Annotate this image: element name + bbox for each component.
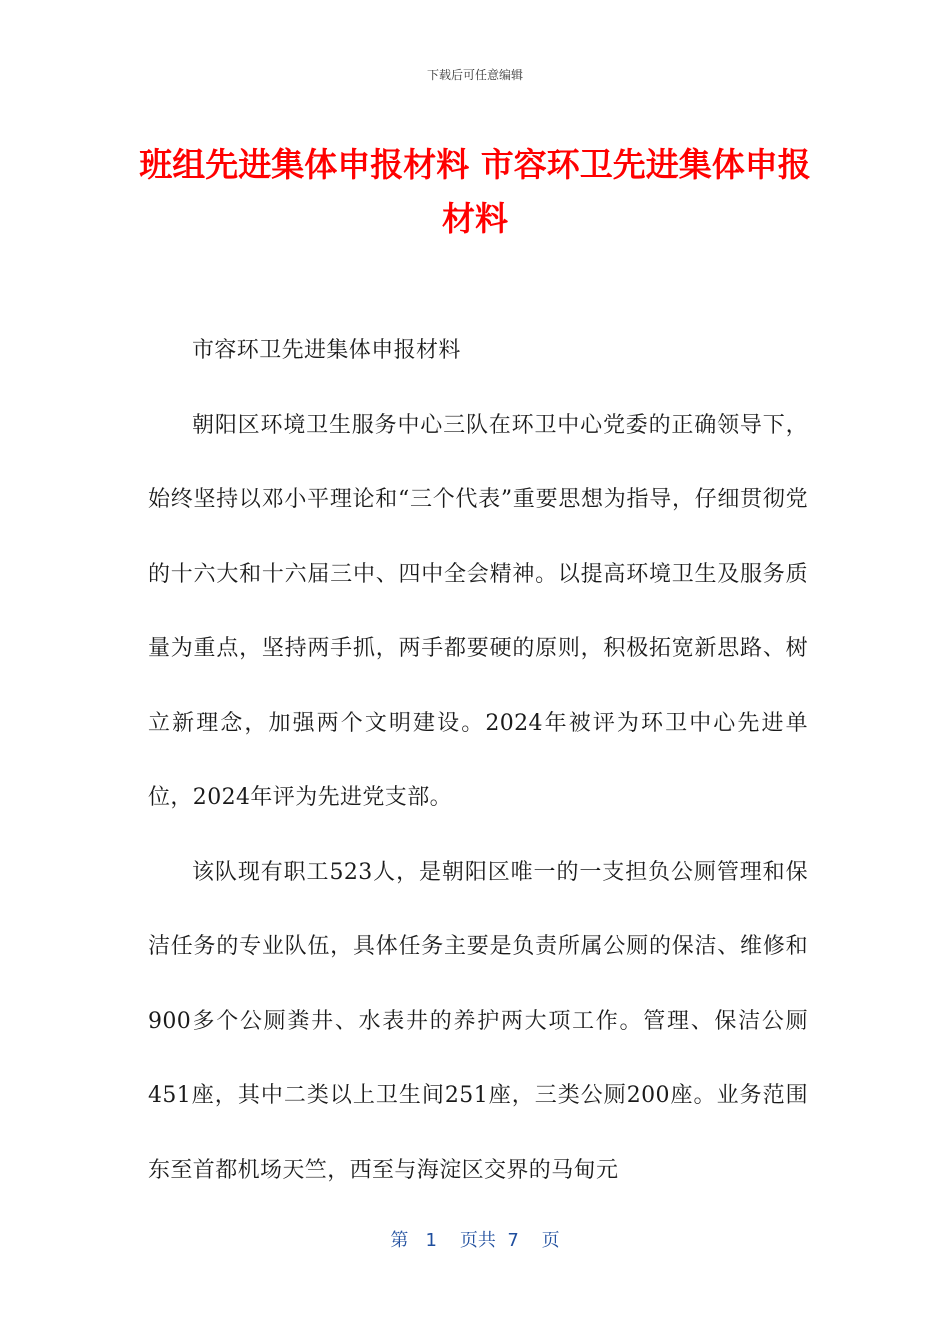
header-note: 下载后可任意编辑 <box>426 68 523 82</box>
footer-total-pages: 7 <box>507 1230 519 1251</box>
document-title: 班组先进集体申报材料 市容环卫先进集体申报材料 <box>139 145 811 238</box>
paragraph-intro: 朝阳区环境卫生服务中心三队在环卫中心党委的正确领导下，始终坚持以邓小平理论和“三个代表”重要思想为指导，仔细贯彻党的十六大和十六届三中、四中全会精神。以提高环境卫生及服务质量为重点，坚持两手抓，两手都要硬的原则，积极拓宽新思路、树立新理念，加强两个文明建设。2024年被评为环卫中心先进单位，2024年评为先进党支部。 <box>148 412 808 810</box>
footer-prefix: 第 <box>390 1230 409 1251</box>
document-body <box>148 314 808 1208</box>
footer-middle: 页共 <box>459 1230 496 1251</box>
page-footer <box>0 1226 950 1252</box>
footer-suffix: 页 <box>541 1230 560 1251</box>
paragraph-staff: 该队现有职工523人，是朝阳区唯一的一支担负公厕管理和保洁任务的专业队伍，具体任务主要是负责所属公厕的保洁、维修和900多个公厕粪井、水表井的养护两大项工作。管理、保洁公厕451座，其中二类以上卫生间251座，三类公厕200座。业务范围东至首都机场天竺，西至与海淀区交界的马甸元 <box>148 859 808 1183</box>
paragraph-subtitle: 市容环卫先进集体申报材料 <box>192 338 461 363</box>
footer-current-page: 1 <box>425 1230 437 1251</box>
